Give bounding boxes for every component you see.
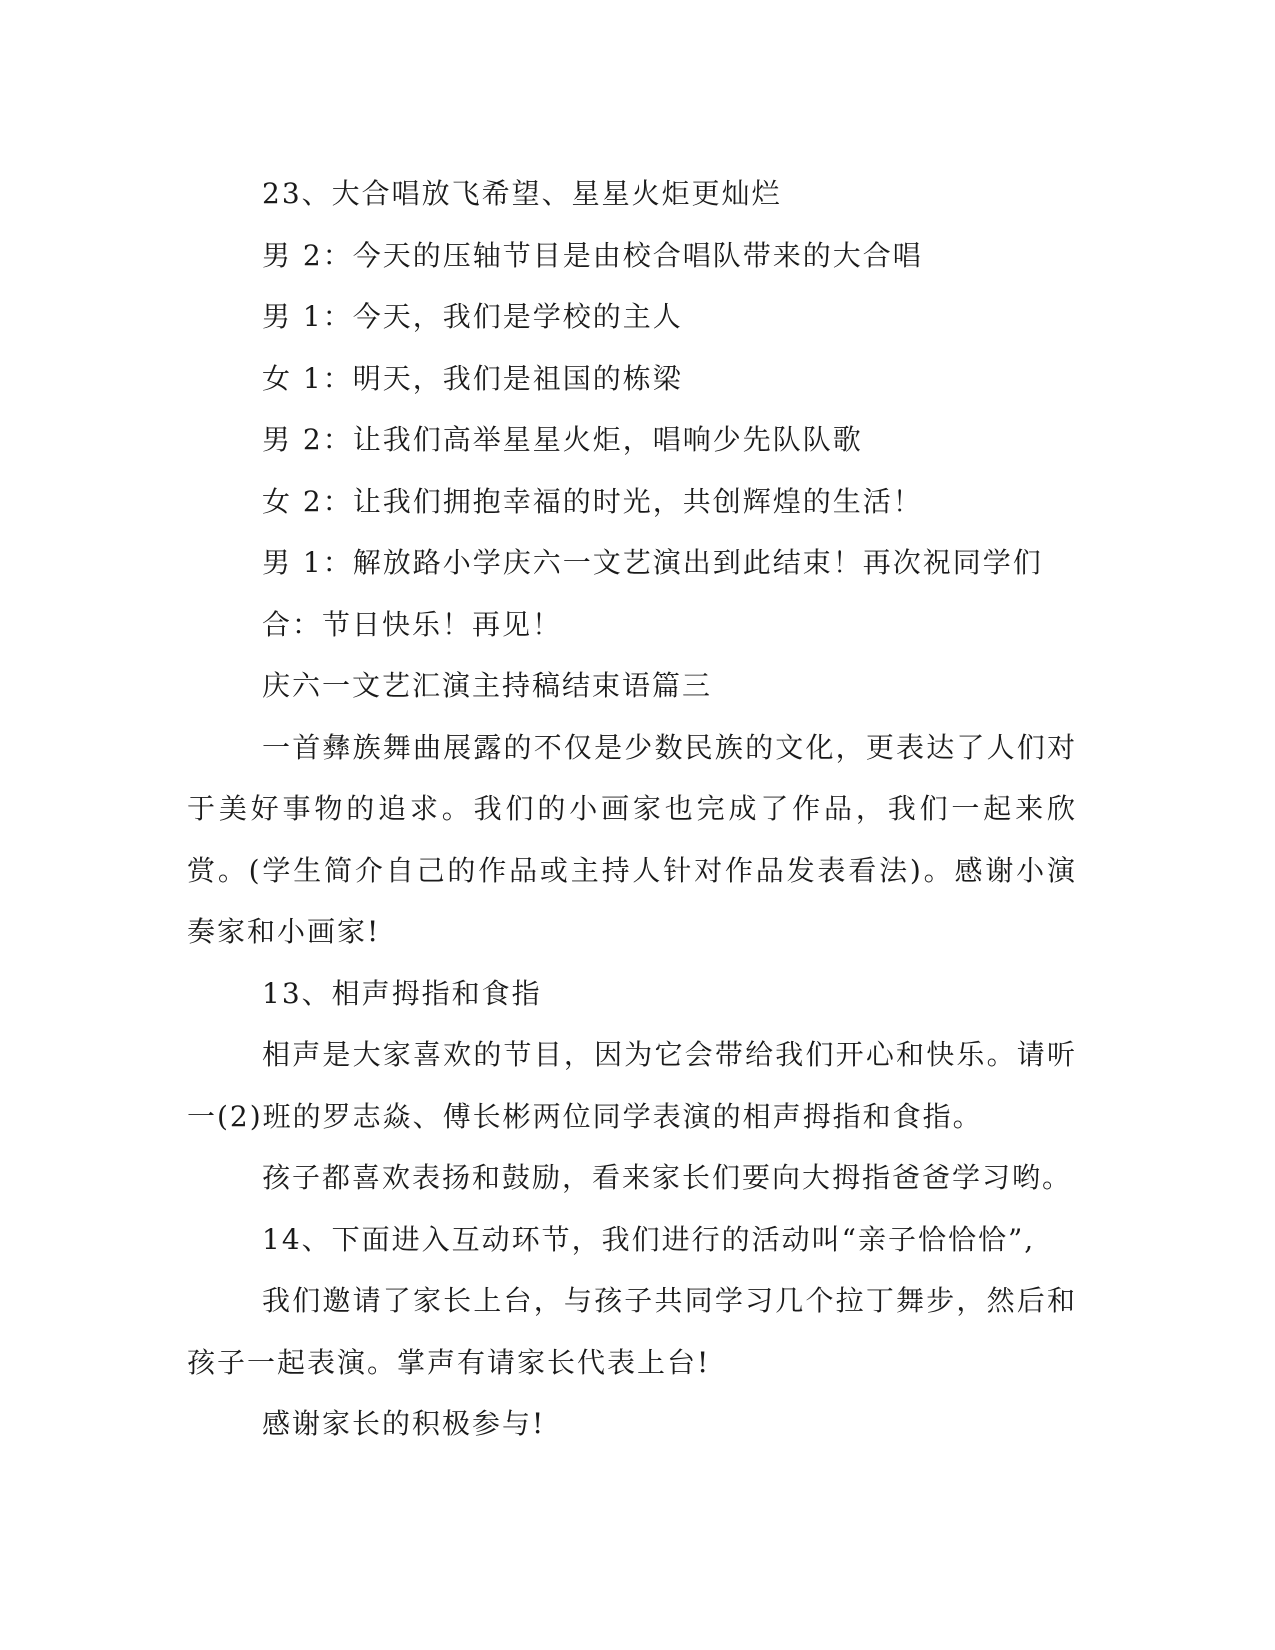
dialogue-line: 男 1：解放路小学庆六一文艺演出到此结束！再次祝同学们 xyxy=(262,546,1043,579)
dialogue-line: 男 2：今天的压轴节目是由校合唱队带来的大合唱 xyxy=(262,238,923,272)
section-heading-interaction: 14、下面进入互动环节，我们进行的活动叫“亲子恰恰恰”, xyxy=(262,1222,1036,1256)
body-paragraph: 一首彝族舞曲展露的不仅是少数民族的文化，更表达了人们对于美好事物的追求。我们的小画家也完成了作品，我们一起来欣赏。(学生简介自己的作品或主持人针对作品发表看法)。感谢小演奏家和小画家! xyxy=(187,730,1077,948)
section-heading-chorus: 23、大合唱放飞希望、星星火炬更灿烂 xyxy=(262,177,782,210)
dialogue-line: 女 2：让我们拥抱幸福的时光，共创辉煌的生活！ xyxy=(262,484,923,518)
body-paragraph: 感谢家长的积极参与! xyxy=(262,1407,546,1440)
dialogue-line: 女 1：明天，我们是祖国的栋梁 xyxy=(262,361,683,395)
section-title: 庆六一文艺汇演主持稿结束语篇三 xyxy=(262,669,713,702)
dialogue-line: 男 2：让我们高举星星火炬，唱响少先队队歌 xyxy=(262,423,863,456)
dialogue-line: 合：节日快乐！再见！ xyxy=(262,607,563,641)
document-body xyxy=(187,163,1077,1455)
body-paragraph: 相声是大家喜欢的节目，因为它会带给我们开心和快乐。请听一(2)班的罗志焱、傅长彬两位同学表演的相声拇指和食指。 xyxy=(187,1038,1077,1133)
body-paragraph: 孩子都喜欢表扬和鼓励，看来家长们要向大拇指爸爸学习哟。 xyxy=(262,1161,1073,1194)
section-heading-crosstalk: 13、相声拇指和食指 xyxy=(262,976,542,1010)
dialogue-line: 男 1：今天，我们是学校的主人 xyxy=(262,300,683,333)
body-paragraph: 我们邀请了家长上台，与孩子共同学习几个拉丁舞步，然后和孩子一起表演。掌声有请家长代表上台! xyxy=(187,1284,1077,1379)
